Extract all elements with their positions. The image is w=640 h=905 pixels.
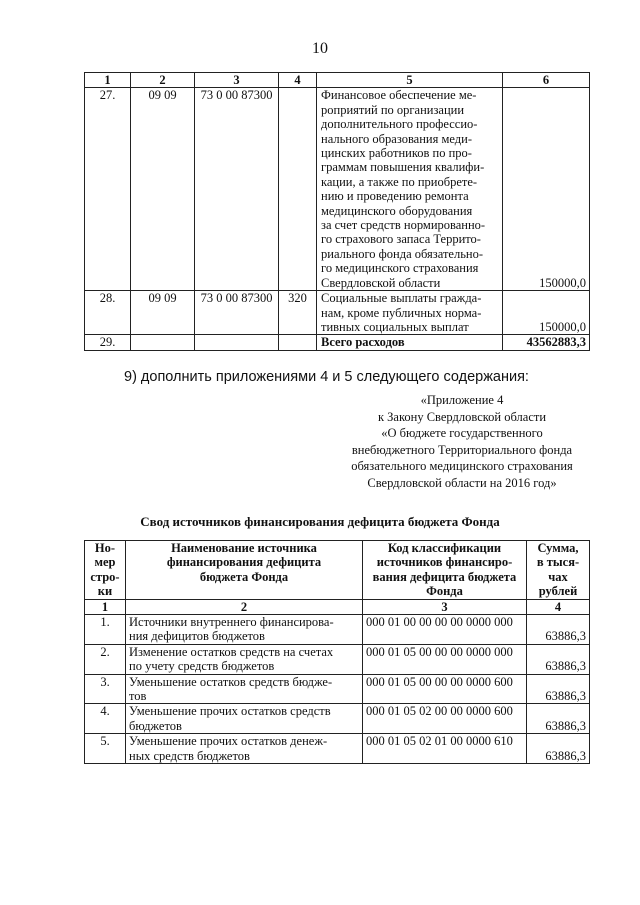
amount: 63886,3 bbox=[527, 644, 590, 674]
row-number: 28. bbox=[85, 291, 131, 335]
table-header-row bbox=[85, 541, 590, 600]
text-line: кации, а также по приобрете- bbox=[321, 174, 478, 189]
text-line: по учету средств бюджетов bbox=[129, 659, 275, 674]
target-code: 73 0 00 87300 bbox=[195, 88, 279, 291]
row-number: 5. bbox=[85, 734, 126, 764]
amount: 63886,3 bbox=[527, 674, 590, 704]
text-line: чах bbox=[548, 569, 568, 584]
type-code: 320 bbox=[279, 291, 317, 335]
source-name bbox=[126, 674, 363, 704]
source-name bbox=[126, 615, 363, 645]
text-line: Изменение остатков средств на счетах bbox=[129, 644, 334, 659]
text-line: Всего расходов bbox=[321, 335, 405, 350]
text-line: Источники внутреннего финансирова- bbox=[129, 615, 334, 630]
text-line: Уменьшение остатков средств бюдже- bbox=[129, 674, 333, 689]
text-line: Уменьшение прочих остатков денеж- bbox=[129, 734, 328, 749]
row-number: 2. bbox=[85, 644, 126, 674]
text-line: Код классификации bbox=[387, 541, 502, 555]
text-line: «О бюджете государственного bbox=[381, 426, 543, 440]
text-line: Финансовое обеспечение ме- bbox=[321, 88, 477, 103]
type-code bbox=[279, 335, 317, 350]
column-header bbox=[527, 541, 590, 600]
text-line: вания дефицита бюджета bbox=[372, 569, 517, 584]
column-number-row bbox=[85, 599, 590, 614]
text-line: Наименование источника bbox=[171, 541, 317, 555]
text-line: ных средств бюджетов bbox=[129, 748, 250, 763]
deficit-sources-table bbox=[84, 540, 590, 764]
appendix-heading bbox=[332, 392, 592, 491]
row-number: 4. bbox=[85, 704, 126, 734]
text-line: обязательного медицинского страхования bbox=[351, 459, 573, 473]
amount: 63886,3 bbox=[527, 734, 590, 764]
text-line: цинских работников по про- bbox=[321, 146, 472, 161]
target-code: 73 0 00 87300 bbox=[195, 291, 279, 335]
table-title: Свод источников финансирования дефицита бюджета Фонда bbox=[140, 514, 500, 529]
column-number: 3 bbox=[363, 599, 527, 614]
amount: 63886,3 bbox=[527, 615, 590, 645]
column-number: 4 bbox=[527, 599, 590, 614]
text-line: бюджетов bbox=[129, 718, 182, 733]
column-header: 1 bbox=[85, 73, 131, 88]
text-line: источников финансиро- bbox=[376, 555, 513, 570]
text-line: тов bbox=[129, 689, 147, 704]
table-row bbox=[85, 704, 590, 734]
amount: 63886,3 bbox=[527, 704, 590, 734]
source-name bbox=[126, 734, 363, 764]
row-number: 27. bbox=[85, 88, 131, 291]
expense-name bbox=[317, 88, 503, 291]
row-number: 1. bbox=[85, 615, 126, 645]
table-row bbox=[85, 644, 590, 674]
text-line: за счет средств нормированно- bbox=[321, 218, 486, 233]
amount: 150000,0 bbox=[503, 88, 590, 291]
text-line: нию и проведению ремонта bbox=[321, 189, 469, 204]
expense-name bbox=[317, 291, 503, 335]
table-row bbox=[85, 88, 590, 291]
text-line: роприятий по организации bbox=[321, 102, 465, 117]
column-header: 5 bbox=[317, 73, 503, 88]
column-header bbox=[363, 541, 527, 600]
text-line: внебюджетного Территориального фонда bbox=[351, 442, 573, 457]
source-name bbox=[126, 644, 363, 674]
text-line: бюджета Фонда bbox=[199, 569, 289, 584]
text-line: Свердловской области на 2016 год» bbox=[367, 475, 557, 490]
text-line: риального фонда обязательно- bbox=[321, 246, 483, 261]
text-line: ния дефицитов бюджетов bbox=[129, 629, 265, 644]
classification-code: 000 01 05 00 00 00 0000 000 bbox=[363, 644, 527, 674]
text-line: Социальные выплаты гражда- bbox=[321, 291, 482, 306]
text-line: го страхового запаса Террито- bbox=[321, 232, 481, 247]
text-line: ки bbox=[97, 584, 113, 599]
text-line: Сумма, bbox=[537, 541, 579, 555]
text-line: нального образования меди- bbox=[321, 131, 472, 146]
page-number: 10 bbox=[312, 40, 328, 57]
column-header bbox=[126, 541, 363, 600]
classification-code: 000 01 05 02 00 00 0000 600 bbox=[363, 704, 527, 734]
column-number: 1 bbox=[85, 599, 126, 614]
table-row bbox=[85, 674, 590, 704]
column-number: 2 bbox=[126, 599, 363, 614]
expense-name bbox=[317, 335, 503, 350]
type-code bbox=[279, 88, 317, 291]
classification-code: 000 01 05 02 01 00 0000 610 bbox=[363, 734, 527, 764]
row-number: 3. bbox=[85, 674, 126, 704]
section-code: 09 09 bbox=[131, 291, 195, 335]
text-line: «Приложение 4 bbox=[420, 393, 504, 407]
text-line: финансирования дефицита bbox=[166, 555, 322, 570]
classification-code: 000 01 05 00 00 00 0000 600 bbox=[363, 674, 527, 704]
text-line: в тыся- bbox=[536, 555, 580, 570]
text-line: граммам повышения квалифи- bbox=[321, 160, 485, 175]
text-line: Свердловской области bbox=[321, 275, 441, 290]
expenses-table bbox=[84, 72, 590, 351]
column-header bbox=[85, 541, 126, 600]
text-line: Фонда bbox=[426, 584, 463, 599]
text-line: медицинского оборудования bbox=[321, 203, 473, 218]
text-line: стро- bbox=[90, 569, 120, 584]
text-line: рублей bbox=[538, 584, 578, 599]
column-header: 6 bbox=[503, 73, 590, 88]
table-row bbox=[85, 734, 590, 764]
target-code bbox=[195, 335, 279, 350]
text-line: Но- bbox=[94, 541, 116, 555]
section-code bbox=[131, 335, 195, 350]
text-line: дополнительного профессио- bbox=[321, 117, 478, 132]
section-code: 09 09 bbox=[131, 88, 195, 291]
column-header: 2 bbox=[131, 73, 195, 88]
table-row bbox=[85, 615, 590, 645]
table-row-total bbox=[85, 335, 590, 350]
text-line: нам, кроме публичных норма- bbox=[321, 305, 482, 320]
table-header-row bbox=[85, 73, 590, 88]
amount: 43562883,3 bbox=[503, 335, 590, 350]
text-line: тивных социальных выплат bbox=[321, 319, 469, 334]
table-row bbox=[85, 291, 590, 335]
classification-code: 000 01 00 00 00 00 0000 000 bbox=[363, 615, 527, 645]
row-number: 29. bbox=[85, 335, 131, 350]
column-header: 3 bbox=[195, 73, 279, 88]
text-line: Уменьшение прочих остатков средств bbox=[129, 704, 331, 719]
instruction-text: 9) дополнить приложениями 4 и 5 следующего содержания: bbox=[124, 369, 529, 385]
text-line: к Закону Свердловской области bbox=[377, 409, 547, 424]
source-name bbox=[126, 704, 363, 734]
column-header: 4 bbox=[279, 73, 317, 88]
text-line: го медицинского страхования bbox=[321, 261, 479, 276]
text-line: мер bbox=[94, 555, 116, 570]
amount: 150000,0 bbox=[503, 291, 590, 335]
